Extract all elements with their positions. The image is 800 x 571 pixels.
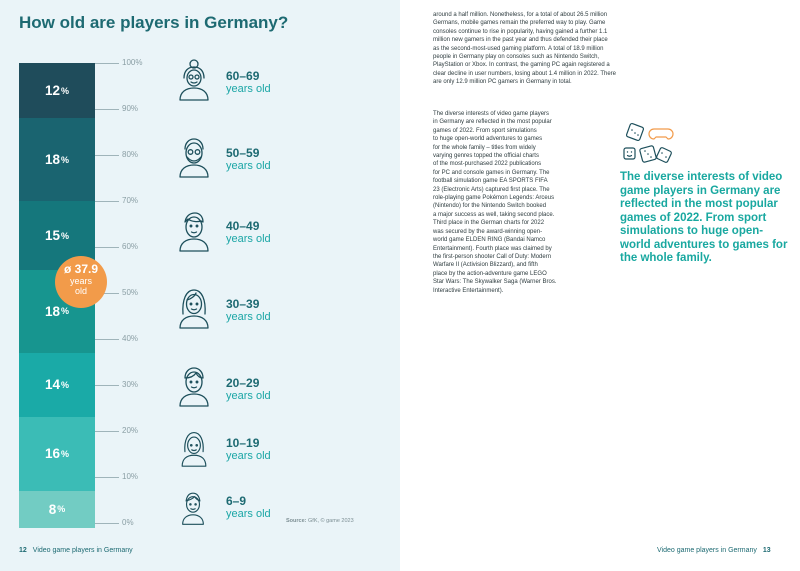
- text-line: million new gamers in the past year and thus defended their place: [433, 37, 608, 44]
- text-line: 23 (Electronic Arts) captured first place. The: [433, 186, 550, 193]
- child-icon: [174, 488, 212, 526]
- young-man-icon: [174, 364, 214, 408]
- text-line: role-playing game Pokémon Legends: Arceus: [433, 195, 555, 202]
- age-unit: years old: [226, 450, 271, 462]
- text-line: the first-person shooter Call of Duty: Modern: [433, 253, 552, 260]
- bar-value-label: 15: [44, 228, 60, 243]
- y-tick-label: 60%: [122, 242, 139, 251]
- age-group-20-29: [226, 376, 271, 403]
- elderly-woman-icon: [174, 58, 214, 102]
- y-tick-label: 80%: [122, 150, 139, 159]
- bar-segment: [19, 417, 95, 491]
- body-paragraph-2: [433, 110, 613, 295]
- average-age-unit-line2: old: [74, 286, 87, 296]
- text-line: are only 12.9 million PC gamers in Germany in total.: [433, 79, 572, 86]
- text-line: around a half million. Nonetheless, for a total of about 26.5 million: [433, 12, 608, 18]
- text-line: varying genres topped the official charts: [433, 153, 539, 160]
- body-paragraph-1: [433, 11, 713, 87]
- chart-source: [286, 518, 354, 524]
- y-tick-label: 10%: [122, 472, 139, 481]
- age-group-6-9: [226, 494, 271, 521]
- y-tick-line: [95, 63, 119, 64]
- footer-left: [19, 547, 133, 554]
- text-line: Star Wars: The Skywalker Saga (Warner Bros.: [433, 279, 557, 286]
- age-range: 30–39: [226, 297, 260, 311]
- bar-value-label: 8: [48, 501, 57, 517]
- age-group-40-49: [226, 219, 271, 246]
- average-age-unit-line1: years: [69, 276, 92, 286]
- bar-value-suffix: %: [61, 306, 70, 317]
- age-range: 60–69: [226, 69, 260, 83]
- text-line: people in Germany play on consoles such as Nintendo Switch,: [433, 54, 600, 61]
- footer-right: [657, 547, 771, 554]
- page-number-left: 12: [19, 547, 27, 554]
- age-unit: years old: [226, 83, 271, 95]
- source-text: GfK, © game 2023: [308, 518, 354, 524]
- bar-value-label: 18: [44, 152, 60, 168]
- y-tick-line: [95, 339, 119, 340]
- text-line: consoles continue to rise in popularity, having gained a further 1.1: [433, 28, 608, 35]
- pull-quote: The diverse interests of video game players in Germany are reflected in the most popular games of 2022. From sport simulations to huge open-world adventures to games for the whole family.: [620, 171, 788, 264]
- y-tick-line: [95, 523, 119, 524]
- bar-segment: [19, 118, 95, 201]
- text-line: for the whole family – titles from widely: [433, 144, 536, 151]
- footer-right-text: Video game players in Germany: [657, 547, 757, 554]
- bar-value-label: 18: [44, 303, 60, 319]
- text-line: world game ELDEN RING (Bandai Namco: [433, 237, 546, 244]
- age-range: 40–49: [226, 219, 260, 233]
- y-tick-label: 70%: [122, 196, 139, 205]
- age-unit: years old: [226, 508, 271, 520]
- woman-icon: [174, 286, 214, 330]
- source-label: Source:: [286, 518, 307, 524]
- bar-value-suffix: %: [57, 504, 66, 515]
- age-range: 50–59: [226, 146, 260, 160]
- text-line: of the most-purchased 2022 publications: [433, 161, 542, 168]
- y-tick-line: [95, 247, 119, 248]
- y-tick-line: [95, 431, 119, 432]
- bar-value-suffix: %: [61, 154, 70, 165]
- right-page: [400, 0, 800, 571]
- y-tick-label: 0%: [122, 518, 134, 527]
- text-line: Third place in the German charts for 2022: [433, 220, 545, 227]
- text-line: clear decline in user numbers, losing about 1.4 million in 2022. There: [433, 70, 616, 77]
- bar-value-suffix: %: [61, 85, 70, 96]
- text-line: for PC and console games in Germany. The: [433, 169, 550, 176]
- bar-segment: [19, 63, 95, 118]
- text-line: a major success as well, taking second place.: [433, 211, 555, 218]
- y-tick-label: 50%: [122, 288, 139, 297]
- y-tick-label: 90%: [122, 104, 139, 113]
- text-line: (Nintendo) for the Nintendo Switch booked: [433, 203, 547, 210]
- bar-value-label: 16: [44, 446, 60, 462]
- age-group-10-19: [226, 436, 271, 463]
- text-line: games of 2022. From sport simulations: [433, 127, 537, 134]
- bar-value-suffix: %: [61, 230, 70, 241]
- bar-value-label: 12: [44, 83, 60, 99]
- y-tick-label: 30%: [122, 380, 139, 389]
- man-glasses-beard-icon: [174, 135, 214, 179]
- y-tick-line: [95, 109, 119, 110]
- text-line: The diverse interests of video game players: [433, 111, 550, 117]
- text-line: Warfare II (Activision Blizzard), and fifth: [433, 262, 538, 269]
- y-tick-line: [95, 201, 119, 202]
- text-line: as the second-most-used gaming platform. A total of 18.9 million: [433, 45, 604, 52]
- age-range: 10–19: [226, 436, 260, 450]
- text-line: place by the action-adventure game LEGO: [433, 270, 547, 277]
- y-tick-label: 100%: [122, 58, 143, 67]
- man-icon: [174, 209, 214, 253]
- age-unit: years old: [226, 160, 271, 172]
- age-range: 6–9: [226, 494, 247, 508]
- text-line: to huge open-world adventures to games: [433, 136, 543, 143]
- y-tick-label: 40%: [122, 334, 139, 343]
- text-line: Entertainment). Fourth place was claimed by: [433, 245, 552, 252]
- y-tick-line: [95, 477, 119, 478]
- page-number-right: 13: [762, 547, 771, 554]
- bar-value-label: 14: [44, 377, 60, 393]
- age-group-60-69: [226, 69, 271, 96]
- age-range: 20–29: [226, 376, 260, 390]
- y-tick-line: [95, 385, 119, 386]
- age-unit: years old: [226, 390, 271, 402]
- teen-girl-icon: [174, 428, 214, 468]
- text-line: PlayStation or Xbox. In contrast, the gaming PC again registered a: [433, 62, 610, 69]
- bar-value-suffix: %: [61, 448, 70, 459]
- text-line: was secured by the award-winning open-: [433, 228, 543, 235]
- average-age-badge: [55, 256, 107, 308]
- game-controller-dice-icon: [622, 122, 676, 166]
- text-line: Germans, mobile games remain the preferred way to play. Game: [433, 20, 606, 27]
- age-unit: years old: [226, 233, 271, 245]
- text-line: Interactive Entertainment).: [433, 287, 504, 294]
- bar-segment: [19, 491, 95, 528]
- age-group-50-59: [226, 146, 271, 173]
- age-unit: years old: [226, 311, 271, 323]
- y-tick-line: [95, 155, 119, 156]
- age-group-30-39: [226, 297, 271, 324]
- footer-left-text: Video game players in Germany: [32, 547, 133, 554]
- page-title: How old are players in Germany?: [19, 13, 289, 32]
- bar-segment: [19, 353, 95, 417]
- y-tick-label: 20%: [122, 426, 139, 435]
- average-age-value: ø 37.9: [63, 262, 99, 276]
- bar-value-suffix: %: [61, 379, 70, 390]
- text-line: football simulation game EA SPORTS FIFA: [433, 178, 548, 185]
- text-line: in Germany are reflected in the most popular: [433, 119, 552, 126]
